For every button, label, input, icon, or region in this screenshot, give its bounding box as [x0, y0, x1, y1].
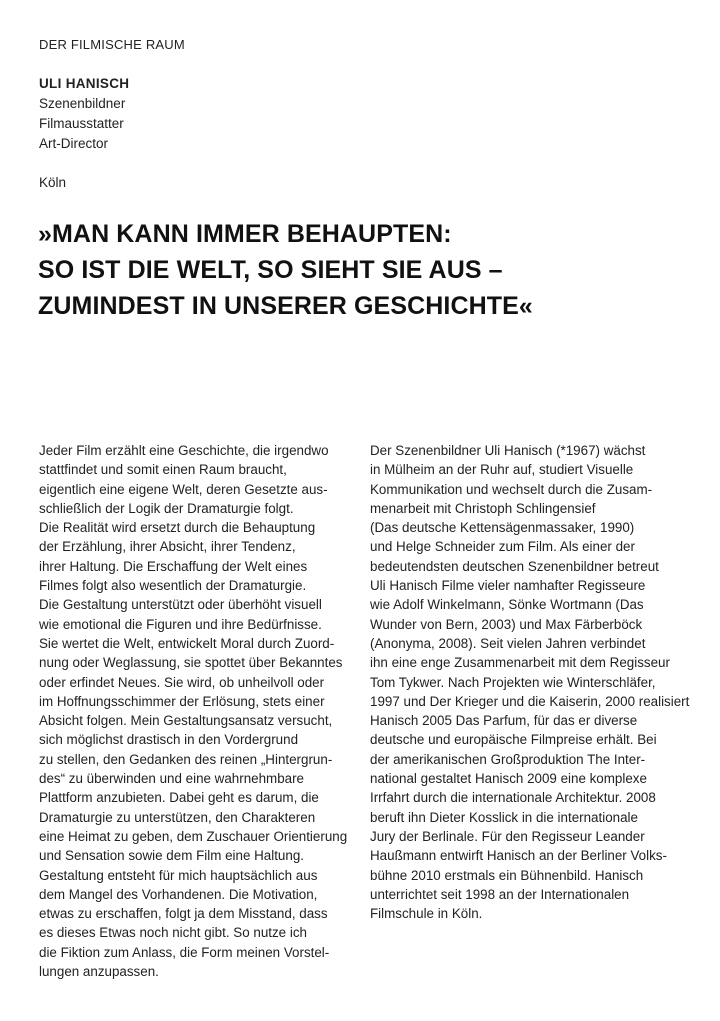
text-line: Wunder von Bern, 2003) und Max Färberböck	[370, 616, 643, 632]
text-line: (Das deutsche Kettensägenmassaker, 1990)	[370, 520, 635, 536]
person-city: Köln	[39, 175, 67, 190]
text-line: Tom Tykwer. Nach Projekten wie Winterschläfer,	[370, 674, 656, 690]
text-line: Gestaltung entsteht für mich hauptsächlich aus	[39, 867, 318, 883]
text-line: Kommunikation und wechselt durch die Zusam-	[370, 481, 653, 497]
headline-quote	[38, 216, 698, 324]
text-line: der amerikanischen Großproduktion The Inter-	[370, 751, 646, 767]
text-line: Die Gestaltung unterstützt oder überhöht visuell	[39, 597, 322, 613]
text-line: Irrfahrt durch die internationale Architektur. 2008	[370, 790, 656, 806]
text-line: national gestaltet Hanisch 2009 eine komplexe	[370, 771, 647, 787]
text-line: stattfindet und somit einen Raum braucht,	[39, 462, 287, 478]
text-line: es dieses Etwas noch nicht gibt. So nutze ich	[39, 925, 307, 941]
text-line: etwas zu erschaffen, folgt ja dem Misstand, dass	[39, 906, 328, 922]
text-line: Die Realität wird ersetzt durch die Behauptung	[39, 520, 316, 536]
text-line: Der Szenenbildner Uli Hanisch (*1967) wächst	[370, 443, 646, 458]
text-line: eine Heimat zu geben, dem Zuschauer Orientierung	[39, 828, 348, 844]
section-label: DER FILMISCHE RAUM	[39, 37, 185, 52]
text-line: bühne 2010 erstmals ein Bühnenbild. Hanisch	[370, 867, 644, 883]
text-line: eigentlich eine eigene Welt, deren Gesetzte aus-	[39, 481, 328, 497]
text-line: dem Mangel des Vorhandenen. Die Motivation,	[39, 886, 318, 902]
text-line: Hanisch 2005 Das Parfum, für das er diverse	[370, 713, 638, 729]
body-column-left	[39, 441, 379, 981]
text-line: 1997 und Der Krieger und die Kaiserin, 2000 realisiert	[370, 693, 690, 709]
text-line: sich möglichst drastisch in den Vordergrund	[39, 732, 299, 748]
text-line: die Fiktion zum Anlass, die Form meinen Vorstel-	[39, 944, 330, 960]
text-line: ihrer Haltung. Die Erschaffung der Welt eines	[39, 558, 308, 574]
person-role: Filmausstatter	[39, 116, 124, 131]
person-role: Art-Director	[39, 136, 109, 151]
text-line: lungen anzupassen.	[39, 964, 159, 980]
text-line: Haußmann entwirft Hanisch an der Berliner Volks-	[370, 848, 667, 864]
text-line: deutsche und europäische Filmpreise erhält. Bei	[370, 732, 657, 748]
text-line: des“ zu überwinden und eine wahrnehmbare	[39, 771, 305, 787]
text-line: menarbeit mit Christoph Schlingensief	[370, 500, 596, 516]
headline-line: SO IST DIE WELT, SO SIEHT SIE AUS –	[38, 256, 503, 284]
text-line: oder erfindet Neues. Sie wird, ob unheilvoll oder	[39, 674, 325, 690]
text-line: beruft ihn Dieter Kosslick in die internationale	[370, 809, 638, 825]
person-block	[39, 74, 129, 193]
text-line: zu stellen, den Gedanken des reinen „Hintergrun-	[39, 751, 333, 767]
text-line: bedeutendsten deutschen Szenenbildner betreut	[370, 558, 659, 574]
text-line: nung oder Weglassung, sie spottet über Bekanntes	[39, 655, 343, 671]
text-line: wie emotional die Figuren und ihre Bedürfnisse.	[39, 616, 322, 632]
text-line: unterrichtet seit 1998 an der Internationalen	[370, 886, 630, 902]
text-line: Uli Hanisch Filme vieler namhafter Regisseure	[370, 578, 646, 594]
text-line: im Hoffnungsschimmer der Erlösung, stets einer	[39, 693, 325, 709]
text-line: und Helge Schneider zum Film. Als einer der	[370, 539, 635, 555]
person-name: ULI HANISCH	[39, 76, 130, 91]
text-line: der Erzählung, ihrer Absicht, ihrer Tendenz,	[39, 539, 296, 555]
text-line: Filmes folgt also wesentlich der Dramaturgie.	[39, 578, 307, 594]
text-line: Plattform anzubieten. Dabei geht es darum, die	[39, 790, 319, 806]
text-line: und Sensation sowie dem Film eine Haltung.	[39, 848, 304, 864]
text-line: Jeder Film erzählt eine Geschichte, die irgendwo	[39, 443, 329, 458]
headline-line: »MAN KANN IMMER BEHAUPTEN:	[38, 220, 452, 248]
text-line: schließlich der Logik der Dramaturgie folgt.	[39, 500, 294, 516]
text-line: Filmschule in Köln.	[370, 906, 483, 922]
text-line: (Anonyma, 2008). Seit vielen Jahren verbindet	[370, 635, 646, 651]
text-line: Absicht folgen. Mein Gestaltungsansatz versucht,	[39, 713, 333, 729]
text-line: Sie wertet die Welt, entwickelt Moral durch Zuord-	[39, 635, 335, 651]
text-line: wie Adolf Winkelmann, Sönke Wortmann (Das	[370, 597, 644, 613]
text-line: Dramaturgie zu unterstützen, den Charakteren	[39, 809, 316, 825]
body-column-right	[370, 441, 710, 923]
text-line: ihn eine enge Zusammenarbeit mit dem Regisseur	[370, 655, 670, 671]
headline-line: ZUMINDEST IN UNSERER GESCHICHTE«	[38, 292, 533, 320]
text-line: Jury der Berlinale. Für den Regisseur Leander	[370, 828, 645, 844]
text-line: in Mülheim an der Ruhr auf, studiert Visuelle	[370, 462, 634, 478]
person-role: Szenenbildner	[39, 96, 126, 111]
